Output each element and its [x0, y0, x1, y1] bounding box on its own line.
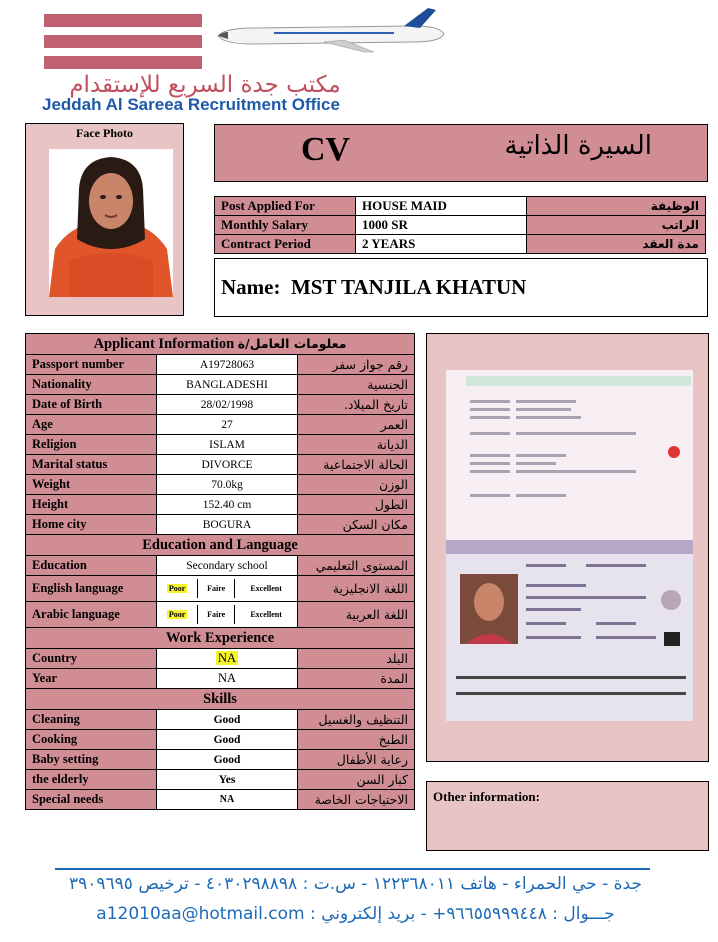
cv-title-arabic: السيرة الذاتية	[504, 131, 652, 161]
name-label: Name:	[221, 275, 281, 299]
name-box	[214, 258, 708, 317]
work-section-title: Work Experience	[26, 628, 415, 649]
field-label-arabic: الديانة	[298, 435, 415, 455]
field-label-arabic: رعاية الأطفال	[298, 750, 415, 770]
table-row	[26, 395, 415, 415]
field-label-arabic: الطول	[298, 495, 415, 515]
table-row	[26, 475, 415, 495]
field-value: ISLAM	[157, 435, 298, 455]
field-label-arabic: اللغة الانجليزية	[298, 576, 415, 602]
field-value: 28/02/1998	[157, 395, 298, 415]
field-value: Yes	[157, 770, 298, 790]
field-value	[157, 649, 298, 669]
table-row	[26, 415, 415, 435]
footer-address: جدة - حي الحمراء - هاتف ١٢٢٣٦٨٠١١ - س.ت : ٤٠٣٠٢٩٨٨٩٨ - ترخيص ٣٩٠٩٦٩٥	[69, 874, 642, 894]
field-label-arabic: مكان السكن	[298, 515, 415, 535]
name-field	[221, 275, 526, 300]
field-label-arabic: الوزن	[298, 475, 415, 495]
field-value: 152.40 cm	[157, 495, 298, 515]
field-label: Special needs	[26, 790, 157, 810]
field-label: Arabic language	[26, 602, 157, 628]
field-label: the elderly	[26, 770, 157, 790]
table-row	[26, 556, 415, 576]
cv-header	[214, 124, 708, 182]
section-header	[26, 535, 415, 556]
field-label: Education	[26, 556, 157, 576]
field-value: Good	[157, 730, 298, 750]
country-value: NA	[217, 651, 237, 665]
field-label-arabic: اللغة العربية	[298, 602, 415, 628]
section-header	[26, 689, 415, 710]
level-option	[157, 579, 198, 598]
level-option: Faire	[198, 579, 235, 598]
field-label-arabic: المدة	[298, 669, 415, 689]
passport-image	[446, 370, 693, 721]
face-photo-panel	[25, 123, 184, 316]
post-label-arabic: الوظيفة	[527, 197, 706, 216]
field-value: A19728063	[157, 355, 298, 375]
field-value: BANGLADESHI	[157, 375, 298, 395]
logo-stripes	[44, 14, 202, 70]
field-value: 27	[157, 415, 298, 435]
post-table	[214, 196, 706, 254]
field-value: Good	[157, 750, 298, 770]
contract-label: Contract Period	[215, 235, 356, 254]
post-value: HOUSE MAID	[356, 197, 527, 216]
field-label-arabic: الطبخ	[298, 730, 415, 750]
field-label: Cooking	[26, 730, 157, 750]
field-label-arabic: رقم جواز سفر	[298, 355, 415, 375]
passport-panel	[426, 333, 709, 762]
salary-value: 1000 SR	[356, 216, 527, 235]
applicant-section-title	[26, 334, 415, 355]
field-label-arabic: الاحتياجات الخاصة	[298, 790, 415, 810]
table-row	[26, 602, 415, 628]
section-header	[26, 334, 415, 355]
table-row	[26, 435, 415, 455]
field-value: 70.0kg	[157, 475, 298, 495]
table-row	[26, 375, 415, 395]
education-section-title: Education and Language	[26, 535, 415, 556]
skills-section-title: Skills	[26, 689, 415, 710]
field-label: Year	[26, 669, 157, 689]
field-label-arabic: الجنسية	[298, 375, 415, 395]
company-name-english: Jeddah Al Sareea Recruitment Office	[42, 95, 340, 114]
field-value: Secondary school	[157, 556, 298, 576]
field-label: Religion	[26, 435, 157, 455]
face-photo	[49, 149, 173, 297]
contract-label-arabic: مدة العقد	[527, 235, 706, 254]
table-row	[26, 515, 415, 535]
table-row	[26, 355, 415, 375]
salary-label: Monthly Salary	[215, 216, 356, 235]
post-label: Post Applied For	[215, 197, 356, 216]
field-label-arabic: العمر	[298, 415, 415, 435]
table-row	[26, 770, 415, 790]
level-option: Excellent	[235, 579, 297, 598]
table-row	[26, 495, 415, 515]
field-label: Marital status	[26, 455, 157, 475]
field-label: Passport number	[26, 355, 157, 375]
contract-row	[215, 235, 706, 254]
cv-title: CV	[301, 131, 351, 168]
name-value: MST TANJILA KHATUN	[290, 275, 527, 299]
field-label-arabic: تاريخ الميلاد.	[298, 395, 415, 415]
face-photo-title: Face Photo	[76, 126, 133, 140]
section-header	[26, 628, 415, 649]
table-row	[26, 730, 415, 750]
contract-value: 2 YEARS	[356, 235, 527, 254]
table-row	[26, 710, 415, 730]
table-row	[26, 790, 415, 810]
salary-row	[215, 216, 706, 235]
other-info-panel	[426, 781, 709, 851]
salary-label-arabic: الراتب	[527, 216, 706, 235]
field-label: Home city	[26, 515, 157, 535]
field-label: English language	[26, 576, 157, 602]
applicant-title-en: Applicant Information	[93, 335, 235, 352]
post-row	[215, 197, 706, 216]
field-value: BOGURA	[157, 515, 298, 535]
field-value: DIVORCE	[157, 455, 298, 475]
company-name-arabic: مكتب جدة السريع للإستقدام	[69, 72, 341, 98]
field-label: Date of Birth	[26, 395, 157, 415]
field-label: Cleaning	[26, 710, 157, 730]
field-label: Age	[26, 415, 157, 435]
level-option	[157, 605, 198, 624]
field-value: NA	[157, 669, 298, 689]
other-info-label: Other information:	[433, 789, 540, 804]
field-value: NA	[157, 790, 298, 810]
field-value: Good	[157, 710, 298, 730]
field-label: Height	[26, 495, 157, 515]
footer-divider	[55, 868, 650, 870]
table-row	[26, 649, 415, 669]
applicant-table	[25, 333, 415, 810]
field-label: Baby setting	[26, 750, 157, 770]
field-label-arabic: المستوى التعليمي	[298, 556, 415, 576]
field-label-arabic: الحالة الاجتماعية	[298, 455, 415, 475]
table-row	[26, 455, 415, 475]
field-label-arabic: التنظيف والغسيل	[298, 710, 415, 730]
field-label: Country	[26, 649, 157, 669]
level-option: Faire	[198, 605, 235, 624]
airplane-icon	[214, 6, 446, 54]
level-option: Excellent	[235, 605, 297, 624]
field-label: Weight	[26, 475, 157, 495]
table-row	[26, 669, 415, 689]
level-selected: Poor	[168, 610, 186, 619]
language-level	[157, 576, 298, 602]
footer-contact: a12010aa@hotmail.com : جـــوال : ٩٦٦٥٥٩٩٩٤٤٨+ - بريد إلكتروني	[96, 904, 615, 924]
field-label-arabic: كبار السن	[298, 770, 415, 790]
field-label: Nationality	[26, 375, 157, 395]
table-row	[26, 750, 415, 770]
language-level	[157, 602, 298, 628]
applicant-title-ar: معلومات العامل/ة	[237, 335, 347, 351]
level-selected: Poor	[168, 584, 186, 593]
table-row	[26, 576, 415, 602]
field-label-arabic: البلد	[298, 649, 415, 669]
